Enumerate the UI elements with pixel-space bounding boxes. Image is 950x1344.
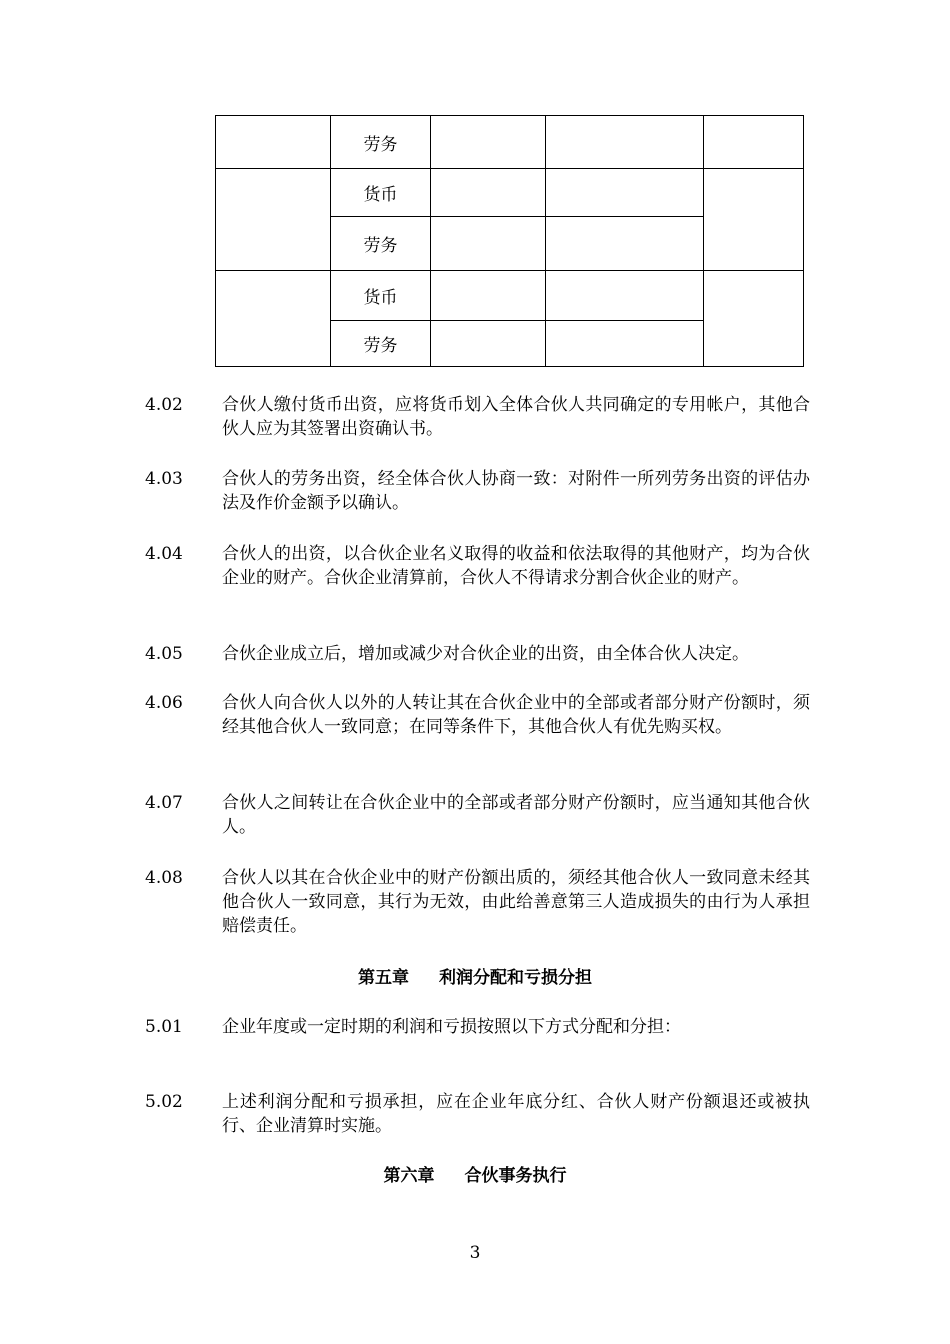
table-row xyxy=(216,169,804,217)
table-row xyxy=(216,271,804,321)
chapter-heading-5 xyxy=(0,966,950,990)
clause-number: 5.01 xyxy=(145,1017,183,1037)
table-cell xyxy=(704,116,804,169)
contribution-type-cell: 劳务 xyxy=(331,217,431,271)
table-cell xyxy=(546,116,704,169)
clause-number: 5.02 xyxy=(145,1092,183,1112)
partner-cell xyxy=(216,169,331,271)
clause-number: 4.02 xyxy=(145,395,183,415)
chapter-heading-6 xyxy=(0,1164,950,1188)
contribution-type-cell: 劳务 xyxy=(331,116,431,169)
table-cell xyxy=(546,217,704,271)
contribution-type-cell: 货币 xyxy=(331,169,431,217)
partner-cell xyxy=(216,271,331,367)
clause-4-03 xyxy=(145,467,810,515)
table-cell xyxy=(546,169,704,217)
page-number: 3 xyxy=(469,1243,481,1263)
clause-text: 合伙人向合伙人以外的人转让其在合伙企业中的全部或者部分财产份额时，须经其他合伙人一致同意；在同等条件下，其他合伙人有优先购买权。 xyxy=(222,693,810,737)
clause-text: 企业年度或一定时期的利润和亏损按照以下方式分配和分担： xyxy=(222,1017,681,1037)
table-cell xyxy=(431,116,546,169)
clause-5-01 xyxy=(145,1015,810,1039)
clause-number: 4.04 xyxy=(145,544,183,564)
table-cell xyxy=(431,169,546,217)
clause-4-04 xyxy=(145,542,810,590)
table-cell xyxy=(704,169,804,271)
chapter-title: 合伙事务执行 xyxy=(464,1166,567,1186)
clause-text: 合伙人的劳务出资，经全体合伙人协商一致：对附件一所列劳务出资的评估办法及作价金额予以确认。 xyxy=(222,469,810,513)
chapter-label: 第六章 xyxy=(383,1166,435,1186)
clause-number: 4.07 xyxy=(145,793,183,813)
clause-text: 合伙人的出资，以合伙企业名义取得的收益和依法取得的其他财产，均为合伙企业的财产。合伙企业清算前，合伙人不得请求分割合伙企业的财产。 xyxy=(222,544,810,588)
clause-4-06 xyxy=(145,691,810,739)
contribution-type-cell: 货币 xyxy=(331,271,431,321)
clause-text: 上述利润分配和亏损承担，应在企业年底分红、合伙人财产份额退还或被执行、企业清算时实施。 xyxy=(222,1092,810,1136)
clause-4-08 xyxy=(145,866,810,938)
contribution-type-cell: 劳务 xyxy=(331,321,431,367)
clause-number: 4.03 xyxy=(145,469,183,489)
clause-text: 合伙人以其在合伙企业中的财产份额出质的，须经其他合伙人一致同意未经其他合伙人一致同意，其行为无效，由此给善意第三人造成损失的由行为人承担赔偿责任。 xyxy=(222,868,810,936)
clause-text: 合伙人之间转让在合伙企业中的全部或者部分财产份额时，应当通知其他合伙人。 xyxy=(222,793,810,837)
table-row xyxy=(216,116,804,169)
clause-4-02 xyxy=(145,393,810,441)
chapter-label: 第五章 xyxy=(358,968,409,988)
clause-text: 合伙人缴付货币出资，应将货币划入全体合伙人共同确定的专用帐户，其他合伙人应为其签署出资确认书。 xyxy=(222,395,810,439)
table-cell xyxy=(431,271,546,321)
table-cell xyxy=(704,271,804,367)
table-cell xyxy=(546,271,704,321)
contribution-table xyxy=(215,115,804,367)
table-cell xyxy=(431,321,546,367)
chapter-title: 利润分配和亏损分担 xyxy=(439,968,592,988)
clause-5-02 xyxy=(145,1090,810,1138)
clause-number: 4.06 xyxy=(145,693,183,713)
clause-number: 4.08 xyxy=(145,868,183,888)
clause-4-05 xyxy=(145,642,810,666)
clause-number: 4.05 xyxy=(145,644,183,664)
table-cell xyxy=(431,217,546,271)
table-cell xyxy=(546,321,704,367)
partner-cell xyxy=(216,116,331,169)
clause-text: 合伙企业成立后，增加或减少对合伙企业的出资，由全体合伙人决定。 xyxy=(222,644,749,664)
clause-4-07 xyxy=(145,791,810,839)
